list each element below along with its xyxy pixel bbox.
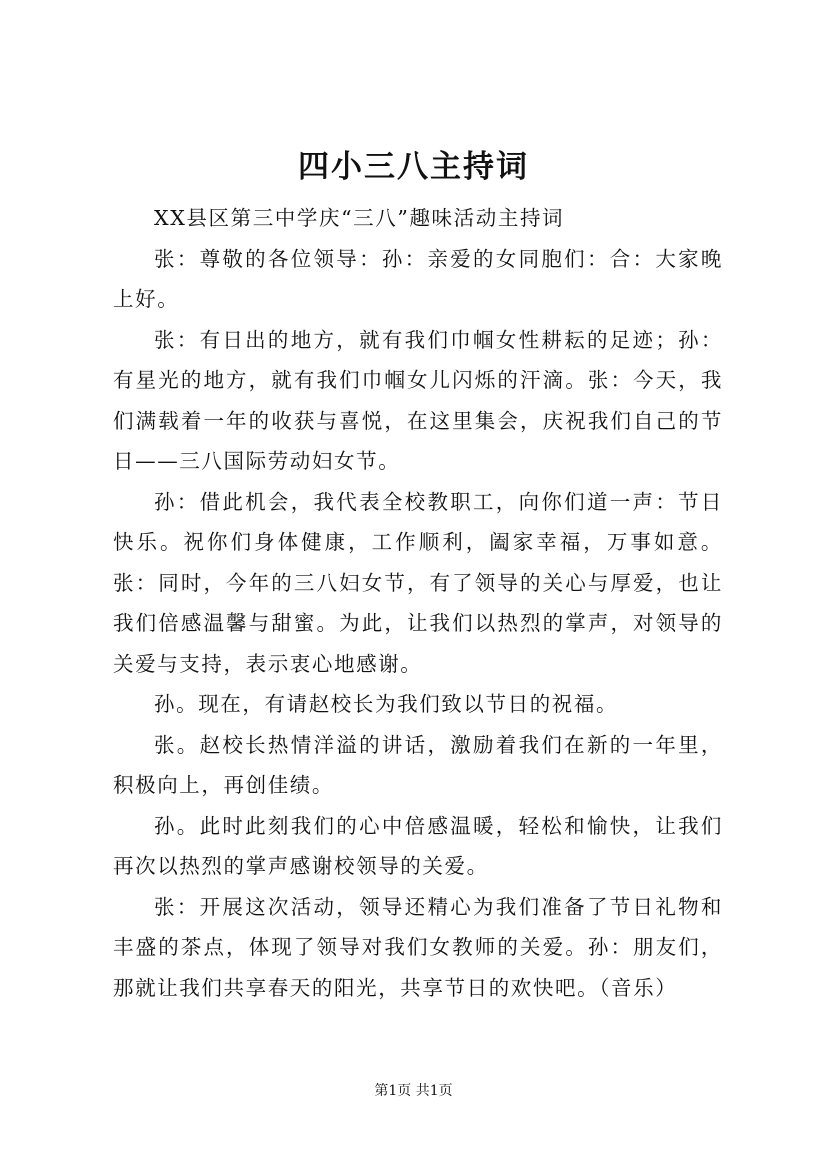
document-body — [113, 198, 723, 1008]
paragraph: 张：尊敬的各位领导：孙：亲爱的女同胞们：合：大家晚上好。 — [113, 246, 723, 311]
paragraph: 张：开展这次活动，领导还精心为我们准备了节日礼物和丰盛的茶点，体现了领导对我们女教师的关爱。孙：朋友们，那就让我们共享春天的阳光，共享节日的欢快吧。（音乐） — [113, 894, 723, 1000]
paragraph: 孙：借此机会，我代表全校教职工，向你们道一声：节日快乐。祝你们身体健康，工作顺利，阖家幸福，万事如意。张：同时，今年的三八妇女节，有了领导的关心与厚爱，也让我们倍感温馨与甜蜜。为此，让我们以热烈的掌声，对领导的关爱与支持，表示衷心地感谢。 — [113, 489, 723, 676]
paragraph: 张：有日出的地方，就有我们巾帼女性耕耘的足迹；孙：有星光的地方，就有我们巾帼女儿闪烁的汗滴。张：今天，我们满载着一年的收获与喜悦，在这里集会，庆祝我们自己的节日——三八国际劳动妇女节。 — [113, 327, 723, 473]
paragraph: 孙。现在，有请赵校长为我们致以节日的祝福。 — [154, 692, 619, 716]
paragraph: 张。赵校长热情洋溢的讲话，激励着我们在新的一年里，积极向上，再创佳绩。 — [113, 732, 723, 797]
document-title: 四小三八主持词 — [298, 149, 529, 185]
paragraph-subtitle: XX县区第三中学庆“三八”趣味活动主持词 — [154, 206, 565, 230]
page-footer: 第1页 共1页 — [374, 1083, 453, 1099]
paragraph: 孙。此时此刻我们的心中倍感温暖，轻松和愉快，让我们再次以热烈的掌声感谢校领导的关爱。 — [113, 813, 723, 878]
